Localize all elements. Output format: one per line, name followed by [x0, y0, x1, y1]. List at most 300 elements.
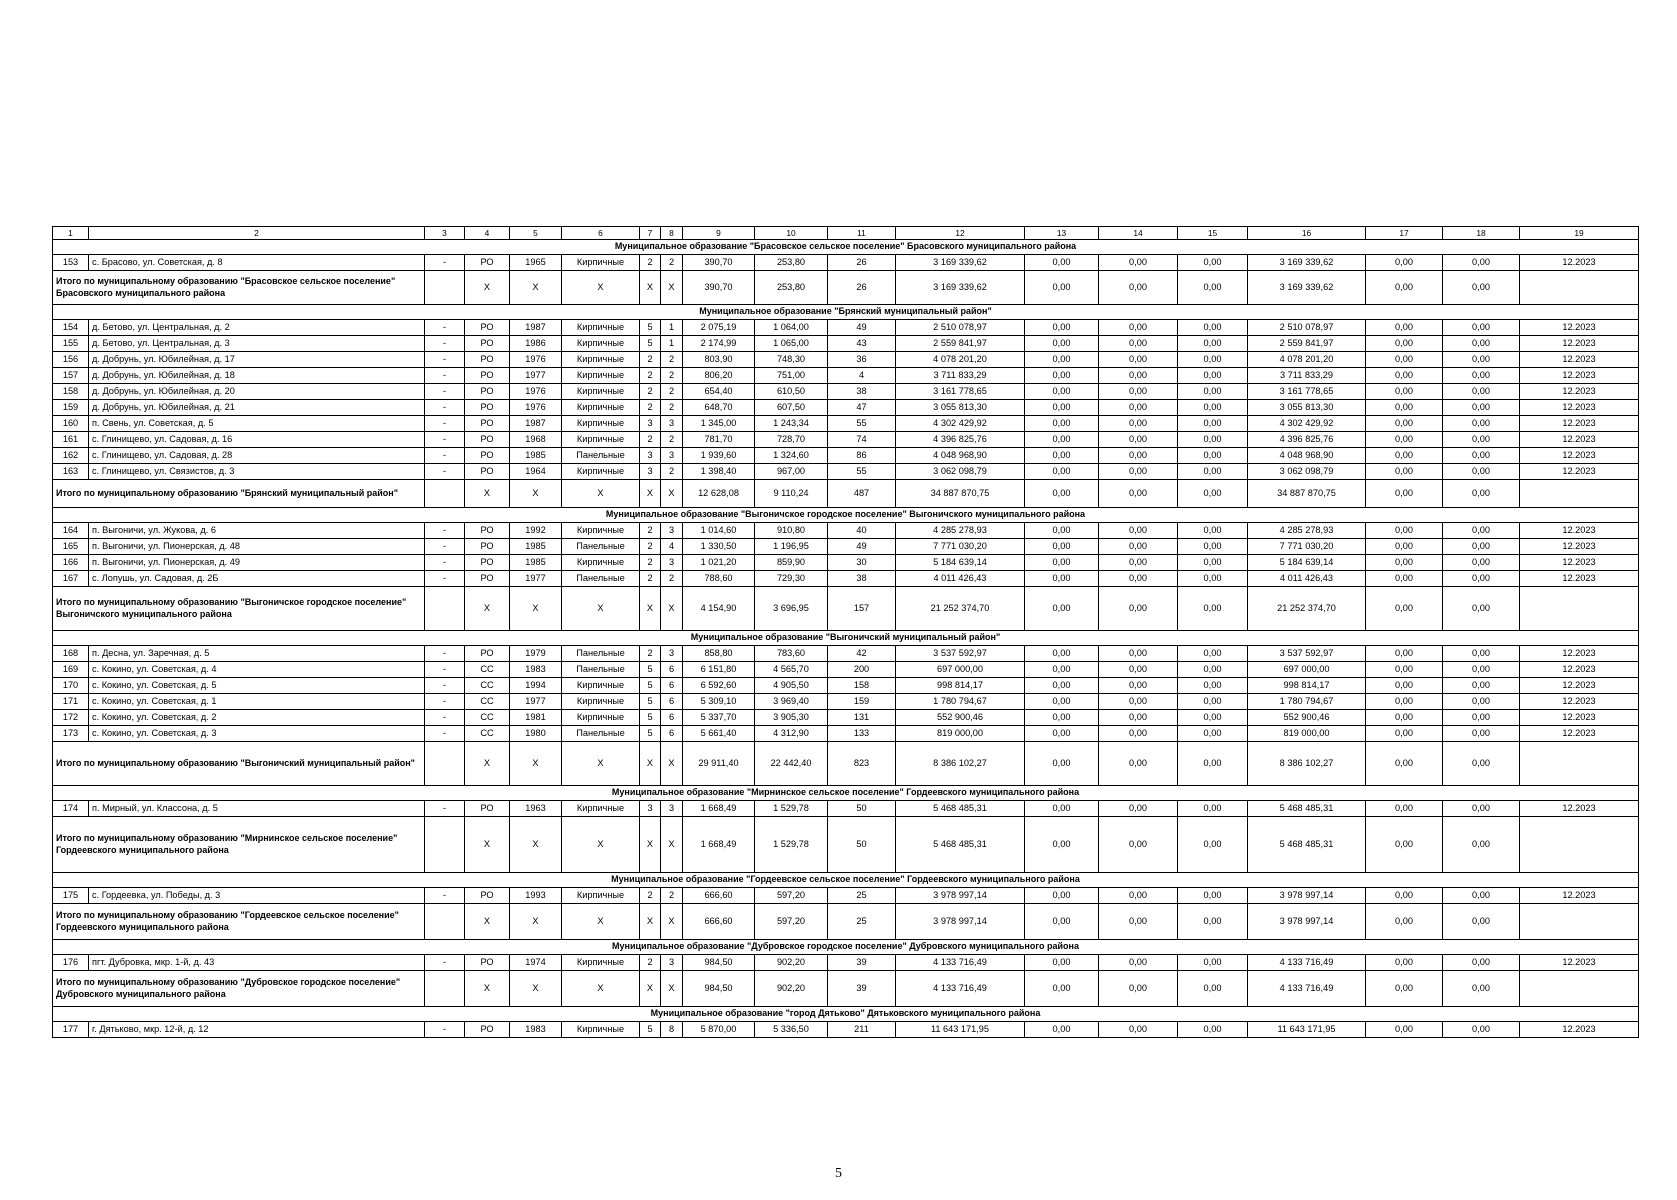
- table-cell: 164: [53, 523, 89, 539]
- table-cell: -: [425, 710, 465, 726]
- table-cell: 3 711 833,29: [896, 368, 1025, 384]
- table-cell: 0,00: [1443, 678, 1520, 694]
- address-cell: с. Глинищево, ул. Связистов, д. 3: [89, 464, 425, 480]
- column-number: 2: [89, 227, 425, 240]
- table-cell: 0,00: [1178, 464, 1248, 480]
- table-cell: 1 021,20: [683, 555, 755, 571]
- table-cell: Панельные: [562, 726, 640, 742]
- table-cell: 0,00: [1366, 726, 1443, 742]
- table-cell: 2: [640, 555, 661, 571]
- table-cell: 12.2023: [1520, 955, 1639, 971]
- table-cell: 12.2023: [1520, 336, 1639, 352]
- table-cell: 55: [828, 416, 896, 432]
- table-cell: Кирпичные: [562, 432, 640, 448]
- table-cell: РО: [465, 801, 510, 817]
- table-cell: 0,00: [1025, 448, 1099, 464]
- table-cell: 0,00: [1178, 448, 1248, 464]
- table-cell: 748,30: [755, 352, 828, 368]
- total-cell: 21 252 374,70: [896, 587, 1025, 631]
- table-cell: 2: [640, 255, 661, 271]
- table-cell: -: [425, 336, 465, 352]
- table-cell: 3: [661, 646, 683, 662]
- total-cell: [425, 904, 465, 940]
- total-row: [53, 817, 1639, 873]
- table-cell: 2: [640, 888, 661, 904]
- table-cell: 2 075,19: [683, 320, 755, 336]
- table-cell: 1963: [510, 801, 562, 817]
- table-cell: 1964: [510, 464, 562, 480]
- table-cell: 1987: [510, 320, 562, 336]
- column-number: 11: [828, 227, 896, 240]
- table-cell: РО: [465, 955, 510, 971]
- table-cell: 0,00: [1443, 539, 1520, 555]
- total-cell: 597,20: [755, 904, 828, 940]
- table-cell: 4 396 825,76: [1248, 432, 1366, 448]
- table-cell: 0,00: [1025, 352, 1099, 368]
- municipality-section-row: [53, 873, 1639, 888]
- total-cell: 0,00: [1443, 271, 1520, 305]
- column-number: 13: [1025, 227, 1099, 240]
- total-cell: X: [562, 587, 640, 631]
- total-cell: 984,50: [683, 971, 755, 1007]
- table-cell: Панельные: [562, 662, 640, 678]
- table-cell: 12.2023: [1520, 710, 1639, 726]
- total-cell: 253,80: [755, 271, 828, 305]
- column-number: 14: [1099, 227, 1178, 240]
- total-cell: X: [661, 971, 683, 1007]
- table-cell: 0,00: [1366, 432, 1443, 448]
- total-cell: 8 386 102,27: [896, 742, 1025, 786]
- table-cell: 0,00: [1025, 368, 1099, 384]
- table-cell: 0,00: [1178, 539, 1248, 555]
- table-cell: 0,00: [1099, 523, 1178, 539]
- total-cell: 3 696,95: [755, 587, 828, 631]
- total-cell: 5 468 485,31: [896, 817, 1025, 873]
- total-cell: [1520, 587, 1639, 631]
- table-cell: 2: [661, 571, 683, 587]
- table-cell: 12.2023: [1520, 400, 1639, 416]
- table-cell: РО: [465, 336, 510, 352]
- column-number-row: [53, 227, 1639, 240]
- table-cell: 86: [828, 448, 896, 464]
- table-cell: 1983: [510, 1022, 562, 1038]
- table-cell: 0,00: [1443, 416, 1520, 432]
- table-cell: -: [425, 539, 465, 555]
- table-cell: 154: [53, 320, 89, 336]
- total-cell: 0,00: [1443, 817, 1520, 873]
- table-cell: 0,00: [1099, 432, 1178, 448]
- table-cell: -: [425, 955, 465, 971]
- table-cell: 3 537 592,97: [896, 646, 1025, 662]
- table-cell: 0,00: [1443, 1022, 1520, 1038]
- table-cell: 167: [53, 571, 89, 587]
- table-cell: 552 900,46: [896, 710, 1025, 726]
- total-row: [53, 480, 1639, 508]
- table-cell: 0,00: [1178, 955, 1248, 971]
- table-cell: 0,00: [1025, 678, 1099, 694]
- table-cell: 0,00: [1178, 726, 1248, 742]
- table-cell: 1987: [510, 416, 562, 432]
- table-cell: 0,00: [1025, 320, 1099, 336]
- table-cell: 12.2023: [1520, 662, 1639, 678]
- table-cell: 133: [828, 726, 896, 742]
- table-cell: 157: [53, 368, 89, 384]
- table-cell: 6 592,60: [683, 678, 755, 694]
- total-cell: 0,00: [1099, 587, 1178, 631]
- table-cell: 4 078 201,20: [1248, 352, 1366, 368]
- table-row: [53, 400, 1639, 416]
- table-cell: 0,00: [1025, 694, 1099, 710]
- table-cell: Кирпичные: [562, 1022, 640, 1038]
- table-cell: 0,00: [1443, 368, 1520, 384]
- total-cell: 0,00: [1099, 480, 1178, 508]
- table-cell: 1 064,00: [755, 320, 828, 336]
- table-cell: -: [425, 416, 465, 432]
- address-cell: д. Добрунь, ул. Юбилейная, д. 18: [89, 368, 425, 384]
- table-cell: 3: [661, 523, 683, 539]
- table-cell: 2: [640, 539, 661, 555]
- table-row: [53, 368, 1639, 384]
- table-cell: 0,00: [1025, 646, 1099, 662]
- municipality-section-row: [53, 305, 1639, 320]
- table-cell: 984,50: [683, 955, 755, 971]
- table-cell: 0,00: [1099, 694, 1178, 710]
- table-cell: 0,00: [1178, 368, 1248, 384]
- table-cell: 3: [661, 555, 683, 571]
- table-cell: РО: [465, 464, 510, 480]
- table-cell: 6: [661, 726, 683, 742]
- table-cell: 0,00: [1178, 432, 1248, 448]
- table-cell: СС: [465, 662, 510, 678]
- total-cell: 0,00: [1099, 817, 1178, 873]
- table-cell: 11 643 171,95: [1248, 1022, 1366, 1038]
- address-cell: п. Десна, ул. Заречная, д. 5: [89, 646, 425, 662]
- table-cell: 166: [53, 555, 89, 571]
- table-cell: 5: [640, 710, 661, 726]
- table-cell: 5 184 639,14: [1248, 555, 1366, 571]
- table-cell: -: [425, 464, 465, 480]
- total-cell: 4 133 716,49: [896, 971, 1025, 1007]
- table-cell: Кирпичные: [562, 255, 640, 271]
- address-cell: с. Кокино, ул. Советская, д. 5: [89, 678, 425, 694]
- table-cell: 0,00: [1443, 352, 1520, 368]
- column-number: 7: [640, 227, 661, 240]
- table-cell: -: [425, 368, 465, 384]
- table-cell: 0,00: [1178, 255, 1248, 271]
- table-cell: 170: [53, 678, 89, 694]
- table-cell: 0,00: [1178, 1022, 1248, 1038]
- table-cell: Кирпичные: [562, 555, 640, 571]
- table-cell: 175: [53, 888, 89, 904]
- table-cell: 0,00: [1366, 1022, 1443, 1038]
- table-cell: 163: [53, 464, 89, 480]
- table-cell: 0,00: [1178, 678, 1248, 694]
- table-cell: 2: [661, 352, 683, 368]
- table-cell: 2: [661, 368, 683, 384]
- table-cell: 0,00: [1366, 448, 1443, 464]
- table-cell: 5 184 639,14: [896, 555, 1025, 571]
- total-cell: 0,00: [1099, 971, 1178, 1007]
- table-cell: 12.2023: [1520, 448, 1639, 464]
- table-cell: -: [425, 352, 465, 368]
- table-cell: -: [425, 432, 465, 448]
- column-number: 10: [755, 227, 828, 240]
- table-cell: 1 345,00: [683, 416, 755, 432]
- table-cell: 0,00: [1099, 955, 1178, 971]
- table-row: [53, 888, 1639, 904]
- total-cell: X: [661, 480, 683, 508]
- table-cell: 610,50: [755, 384, 828, 400]
- total-cell: X: [510, 904, 562, 940]
- table-cell: Кирпичные: [562, 694, 640, 710]
- table-cell: 0,00: [1178, 384, 1248, 400]
- table-cell: 0,00: [1366, 464, 1443, 480]
- municipality-title: Муниципальное образование "Гордеевское сельское поселение" Гордеевского муниципального района: [53, 873, 1639, 888]
- table-cell: 1992: [510, 523, 562, 539]
- table-cell: 40: [828, 523, 896, 539]
- table-cell: 1985: [510, 539, 562, 555]
- table-cell: 0,00: [1025, 801, 1099, 817]
- table-cell: СС: [465, 678, 510, 694]
- table-cell: Кирпичные: [562, 678, 640, 694]
- table-cell: 39: [828, 955, 896, 971]
- table-cell: РО: [465, 555, 510, 571]
- table-cell: 0,00: [1099, 726, 1178, 742]
- total-cell: 1 668,49: [683, 817, 755, 873]
- total-cell: X: [562, 904, 640, 940]
- total-cell: 0,00: [1443, 480, 1520, 508]
- table-cell: 12.2023: [1520, 678, 1639, 694]
- table-cell: 11 643 171,95: [896, 1022, 1025, 1038]
- table-row: [53, 336, 1639, 352]
- table-cell: Панельные: [562, 571, 640, 587]
- table-cell: 0,00: [1099, 678, 1178, 694]
- table-cell: 1979: [510, 646, 562, 662]
- table-cell: -: [425, 255, 465, 271]
- table-cell: 7 771 030,20: [896, 539, 1025, 555]
- table-cell: 783,60: [755, 646, 828, 662]
- table-cell: 729,30: [755, 571, 828, 587]
- table-cell: 5 468 485,31: [1248, 801, 1366, 817]
- table-cell: 4: [661, 539, 683, 555]
- table-row: [53, 464, 1639, 480]
- table-cell: 2 559 841,97: [896, 336, 1025, 352]
- total-row: [53, 742, 1639, 786]
- total-cell: 0,00: [1443, 587, 1520, 631]
- address-cell: г. Дятьково, мкр. 12-й, д. 12: [89, 1022, 425, 1038]
- table-cell: 0,00: [1366, 352, 1443, 368]
- total-cell: [425, 971, 465, 1007]
- table-cell: 1 014,60: [683, 523, 755, 539]
- table-cell: -: [425, 694, 465, 710]
- table-cell: 2 510 078,97: [896, 320, 1025, 336]
- table-cell: РО: [465, 384, 510, 400]
- table-cell: 390,70: [683, 255, 755, 271]
- table-row: [53, 416, 1639, 432]
- total-cell: X: [465, 587, 510, 631]
- table-cell: 5: [640, 678, 661, 694]
- table-cell: 173: [53, 726, 89, 742]
- total-cell: [425, 480, 465, 508]
- table-cell: 0,00: [1443, 384, 1520, 400]
- table-cell: 12.2023: [1520, 539, 1639, 555]
- table-cell: 0,00: [1443, 448, 1520, 464]
- total-cell: 0,00: [1443, 742, 1520, 786]
- total-cell: 21 252 374,70: [1248, 587, 1366, 631]
- table-cell: 4 048 968,90: [1248, 448, 1366, 464]
- total-cell: X: [562, 742, 640, 786]
- page-number: 5: [835, 1166, 842, 1181]
- total-cell: 0,00: [1366, 971, 1443, 1007]
- total-cell: X: [510, 587, 562, 631]
- table-cell: 0,00: [1443, 255, 1520, 271]
- table-cell: 0,00: [1443, 571, 1520, 587]
- total-row: [53, 587, 1639, 631]
- total-cell: 390,70: [683, 271, 755, 305]
- table-row: [53, 523, 1639, 539]
- table-cell: 1977: [510, 368, 562, 384]
- total-cell: X: [510, 742, 562, 786]
- total-cell: 9 110,24: [755, 480, 828, 508]
- municipality-section-row: [53, 786, 1639, 801]
- table-cell: Кирпичные: [562, 523, 640, 539]
- table-cell: 169: [53, 662, 89, 678]
- address-cell: п. Выгоничи, ул. Жукова, д. 6: [89, 523, 425, 539]
- table-cell: 0,00: [1178, 694, 1248, 710]
- total-cell: 0,00: [1178, 904, 1248, 940]
- total-cell: X: [510, 817, 562, 873]
- table-row: [53, 1022, 1639, 1038]
- table-cell: 12.2023: [1520, 320, 1639, 336]
- table-cell: 728,70: [755, 432, 828, 448]
- table-cell: 3: [661, 955, 683, 971]
- table-cell: 3 169 339,62: [896, 255, 1025, 271]
- table-cell: 3: [661, 801, 683, 817]
- address-cell: с. Глинищево, ул. Садовая, д. 16: [89, 432, 425, 448]
- total-cell: X: [661, 587, 683, 631]
- table-cell: 1 668,49: [683, 801, 755, 817]
- table-cell: 0,00: [1178, 801, 1248, 817]
- table-cell: 4 048 968,90: [896, 448, 1025, 464]
- address-cell: п. Выгоничи, ул. Пионерская, д. 48: [89, 539, 425, 555]
- table-cell: 43: [828, 336, 896, 352]
- table-row: [53, 255, 1639, 271]
- table-cell: 5 870,00: [683, 1022, 755, 1038]
- table-cell: 47: [828, 400, 896, 416]
- table-cell: 4 011 426,43: [896, 571, 1025, 587]
- table-cell: 0,00: [1099, 555, 1178, 571]
- table-cell: 3 905,30: [755, 710, 828, 726]
- table-cell: 0,00: [1099, 448, 1178, 464]
- table-cell: -: [425, 400, 465, 416]
- table-cell: 4 312,90: [755, 726, 828, 742]
- address-cell: с. Кокино, ул. Советская, д. 4: [89, 662, 425, 678]
- table-cell: 0,00: [1099, 400, 1178, 416]
- table-cell: 788,60: [683, 571, 755, 587]
- column-number: 4: [465, 227, 510, 240]
- table-cell: 2: [661, 432, 683, 448]
- table-cell: 0,00: [1443, 888, 1520, 904]
- table-cell: 155: [53, 336, 89, 352]
- municipality-title: Муниципальное образование "Дубровское городское поселение" Дубровского муниципального района: [53, 940, 1639, 955]
- column-number: 5: [510, 227, 562, 240]
- table-cell: 0,00: [1366, 368, 1443, 384]
- table-cell: 3: [661, 416, 683, 432]
- total-cell: X: [640, 817, 661, 873]
- total-cell: 12 628,08: [683, 480, 755, 508]
- housing-repair-table: [52, 226, 1639, 1038]
- table-cell: РО: [465, 888, 510, 904]
- table-cell: 1 398,40: [683, 464, 755, 480]
- address-cell: с. Кокино, ул. Советская, д. 3: [89, 726, 425, 742]
- table-cell: 0,00: [1366, 523, 1443, 539]
- column-number: 6: [562, 227, 640, 240]
- total-cell: [425, 742, 465, 786]
- table-cell: 597,20: [755, 888, 828, 904]
- table-cell: 1 330,50: [683, 539, 755, 555]
- total-cell: 29 911,40: [683, 742, 755, 786]
- table-cell: 1: [661, 320, 683, 336]
- table-cell: 12.2023: [1520, 646, 1639, 662]
- total-cell: [1520, 904, 1639, 940]
- table-cell: 4 565,70: [755, 662, 828, 678]
- table-cell: 12.2023: [1520, 726, 1639, 742]
- table-cell: 5 309,10: [683, 694, 755, 710]
- table-cell: 12.2023: [1520, 384, 1639, 400]
- table-cell: 38: [828, 384, 896, 400]
- table-cell: 697 000,00: [896, 662, 1025, 678]
- table-cell: 0,00: [1025, 432, 1099, 448]
- total-cell: X: [465, 817, 510, 873]
- total-cell: X: [661, 742, 683, 786]
- total-cell: 4 133 716,49: [1248, 971, 1366, 1007]
- table-cell: 0,00: [1443, 464, 1520, 480]
- total-label: Итого по муниципальному образованию "Выгоничское городское поселение" Выгоничского муниципального района: [53, 587, 425, 631]
- total-cell: 0,00: [1366, 271, 1443, 305]
- table-cell: 50: [828, 801, 896, 817]
- table-row: [53, 955, 1639, 971]
- table-cell: 998 814,17: [1248, 678, 1366, 694]
- address-cell: д. Бетово, ул. Центральная, д. 3: [89, 336, 425, 352]
- table-cell: 6 151,80: [683, 662, 755, 678]
- table-cell: 5: [640, 694, 661, 710]
- table-cell: 0,00: [1443, 400, 1520, 416]
- table-cell: 2: [640, 646, 661, 662]
- table-cell: 158: [53, 384, 89, 400]
- table-cell: Панельные: [562, 448, 640, 464]
- table-cell: 0,00: [1178, 555, 1248, 571]
- table-cell: 5: [640, 1022, 661, 1038]
- table-cell: 0,00: [1366, 710, 1443, 726]
- total-cell: 0,00: [1099, 742, 1178, 786]
- table-cell: 177: [53, 1022, 89, 1038]
- total-cell: [425, 817, 465, 873]
- table-cell: 781,70: [683, 432, 755, 448]
- table-cell: 153: [53, 255, 89, 271]
- table-cell: 4: [828, 368, 896, 384]
- municipality-section-row: [53, 1007, 1639, 1022]
- table-cell: 1986: [510, 336, 562, 352]
- total-cell: 0,00: [1178, 971, 1248, 1007]
- table-cell: 0,00: [1366, 400, 1443, 416]
- table-cell: 0,00: [1025, 662, 1099, 678]
- table-cell: 0,00: [1025, 464, 1099, 480]
- total-cell: 25: [828, 904, 896, 940]
- table-cell: 0,00: [1025, 555, 1099, 571]
- table-cell: 0,00: [1178, 571, 1248, 587]
- table-cell: РО: [465, 523, 510, 539]
- table-cell: 158: [828, 678, 896, 694]
